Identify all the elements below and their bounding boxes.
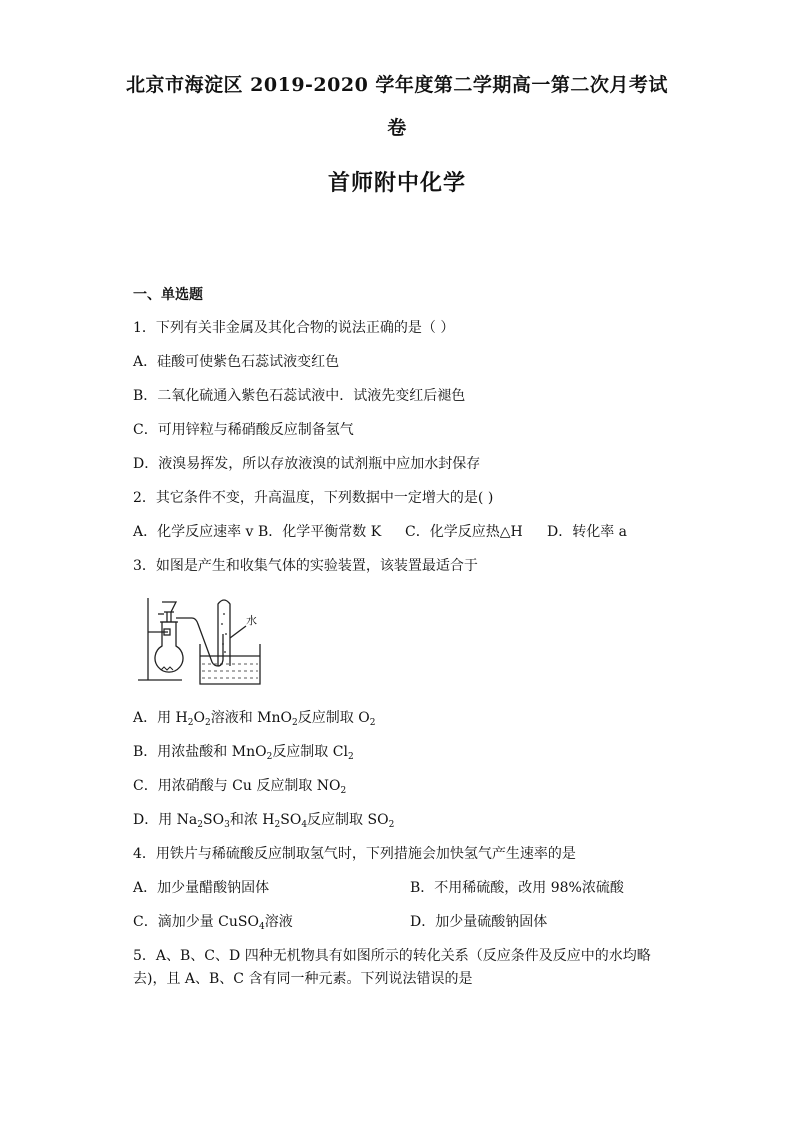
q4-option-b: B．不用稀硫酸，改用 98%浓硫酸 xyxy=(410,880,624,896)
q3-option-a: A．用 $H_2O_2$溶液和 MnO$_2$反应制取 $O_2$ xyxy=(133,710,376,728)
q3-option-d: D．用 $Na_2SO_3$和浓 $H_2SO_4$反应制取 $SO_2$ xyxy=(133,812,395,830)
gas-apparatus-figure xyxy=(134,594,264,688)
q1-option-d: D．液溴易挥发，所以存放液溴的试剂瓶中应加水封保存 xyxy=(133,456,481,472)
q4-option-a: A．加少量醋酸钠固体 xyxy=(133,880,270,896)
q1-stem: 1．下列有关非金属及其化合物的说法正确的是（ ） xyxy=(133,320,455,336)
q2-option-a: A．化学反应速率 v xyxy=(133,524,254,540)
q3-option-b: B．用浓盐酸和 MnO$_2$反应制取 $Cl_2$ xyxy=(133,744,354,762)
q5-stem-line-2: 去)，且 A、B、C 含有同一种元素。下列说法错误的是 xyxy=(133,971,473,987)
title-line-1: 北京市海淀区 2019-2020 学年度第二学期高一第二次月考试 xyxy=(126,74,668,96)
q2-option-b: B．化学平衡常数 K xyxy=(258,524,382,540)
q3-stem: 3．如图是产生和收集气体的实验装置，该装置最适合于 xyxy=(133,558,478,574)
section-heading: 一、单选题 xyxy=(133,287,203,303)
q4-option-c: C．滴加少量 CuSO$_4$溶液 xyxy=(133,914,293,932)
q1-option-c: C．可用锌粒与稀硝酸反应制备氢气 xyxy=(133,422,354,438)
q3-option-c: C．用浓硝酸与 Cu 反应制取 $NO_2$ xyxy=(133,778,347,796)
subtitle: 首师附中化学 xyxy=(327,170,466,196)
q4-stem: 4．用铁片与稀硫酸反应制取氢气时，下列措施会加快氢气产生速率的是 xyxy=(133,846,576,862)
q5-stem-line-1: 5．A、B、C、D 四种无机物具有如图所示的转化关系（反应条件及反应中的水均略 xyxy=(133,948,651,964)
q2-stem: 2．其它条件不变，升高温度，下列数据中一定增大的是( ) xyxy=(133,490,494,506)
q2-option-c: C．化学反应热△H xyxy=(405,524,523,540)
q4-option-d: D．加少量硫酸钠固体 xyxy=(410,914,548,930)
figure-label-water: 水 xyxy=(246,615,257,627)
title-line-2: 卷 xyxy=(387,117,407,139)
q1-option-a: A．硅酸可使紫色石蕊试液变红色 xyxy=(133,354,340,370)
q1-option-b: B．二氧化硫通入紫色石蕊试液中．试液先变红后褪色 xyxy=(133,388,466,404)
q2-option-d: D．转化率 a xyxy=(547,524,628,540)
